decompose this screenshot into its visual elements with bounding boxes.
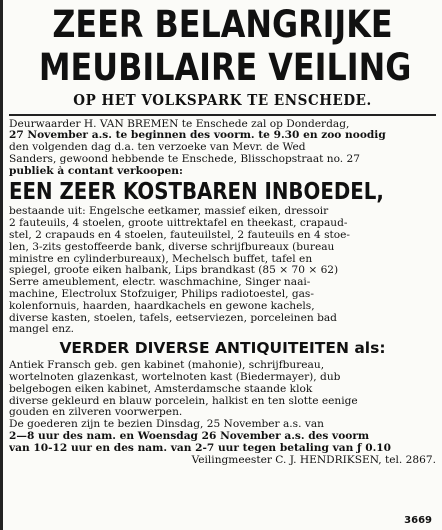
inventory-line: Serre ameublement, electr. waschmachine, Singer naai-	[9, 277, 311, 289]
inventory-line: mangel enz.	[9, 324, 75, 336]
inventory-line: ministre en cylinderbureaux), Mechelsch buffet, tafel en	[9, 253, 313, 265]
inventory-line: spiegel, groote eiken halbank, Lips brandkast (85 × 70 × 62)	[9, 265, 339, 277]
antiques-paragraph	[9, 360, 436, 419]
inventory-line: diverse kasten, stoelen, tafels, eetserviezen, porceleinen bad	[9, 312, 337, 324]
intro-line: 27 November a.s. te beginnen des voorm. te 9.30 en zoo noodig	[9, 130, 386, 142]
viewing-line: van 10-12 uur en des nam. van 2-7 uur tegen betaling van ƒ 0.10	[9, 442, 392, 454]
intro-line: publiek à contant verkoopen:	[9, 165, 183, 177]
headline-line-1: ZEER BELANGRIJKE	[52, 3, 393, 46]
antiques-line: belgebogen eiken kabinet, Amsterdamsche staande klok	[9, 383, 313, 395]
inventory-line: kolenfornuis, haarden, haardkachels en gewone kachels,	[9, 300, 315, 312]
viewing-line: 2—8 uur des nam. en Woensdag 26 November a.s. des voorm	[9, 431, 370, 443]
inventory-line: stel, 2 crapauds en 4 stoelen, fauteuilstel, 2 fauteuils en 4 stoe-	[9, 230, 350, 242]
antiques-line: gouden en zilveren voorwerpen.	[9, 407, 183, 419]
intro-line: Deurwaarder H. VAN BREMEN te Enschede zal op Donderdag,	[9, 118, 350, 130]
auctioneer-line: Veilingmeester C. J. HENDRIKSEN, tel. 2867.	[191, 454, 436, 466]
inventory-paragraph	[9, 206, 436, 336]
inventory-line: len, 3-zits gestoffeerde bank, diverse schrijfbureaux (bureau	[9, 241, 335, 253]
antiques-heading: VERDER DIVERSE ANTIQUITEITEN als:	[59, 339, 386, 358]
headline-line-3: OP HET VOLKSPARK TE ENSCHEDE.	[73, 92, 372, 109]
headline-line-2: MEUBILAIRE VEILING	[38, 46, 412, 89]
viewing-paragraph	[9, 419, 436, 466]
inboedel-heading: EEN ZEER KOSTBAREN INBOEDEL,	[9, 179, 384, 206]
inventory-line: bestaande uit: Engelsche eetkamer, massief eiken, dressoir	[9, 206, 329, 218]
intro-paragraph	[9, 119, 436, 178]
antiques-line: diverse gekleurd en blauw porcelein, halkist en ten slotte eenige	[9, 395, 358, 407]
antiques-line: Antiek Fransch geb. gen kabinet (mahonie), schrijfbureau,	[9, 360, 325, 372]
intro-line: Sanders, gewoond hebbende te Enschede, Blisschopstraat no. 27	[9, 153, 360, 165]
viewing-line: De goederen zijn te bezien Dinsdag, 25 November a.s. van	[9, 419, 324, 431]
divider	[9, 114, 436, 116]
antiques-line: wortelnoten glazenkast, wortelnoten kast (Biedermayer), dub	[9, 372, 341, 384]
ad-code: 3669	[404, 515, 432, 526]
inventory-line: 2 fauteuils, 4 stoelen, groote uittrektafel en theekast, crapaud-	[9, 218, 348, 230]
inventory-line: machine, Electrolux Stofzuiger, Philips radiotoestel, gas-	[9, 289, 314, 301]
intro-line: den volgenden dag d.a. ten verzoeke van Mevr. de Wed	[9, 142, 306, 154]
